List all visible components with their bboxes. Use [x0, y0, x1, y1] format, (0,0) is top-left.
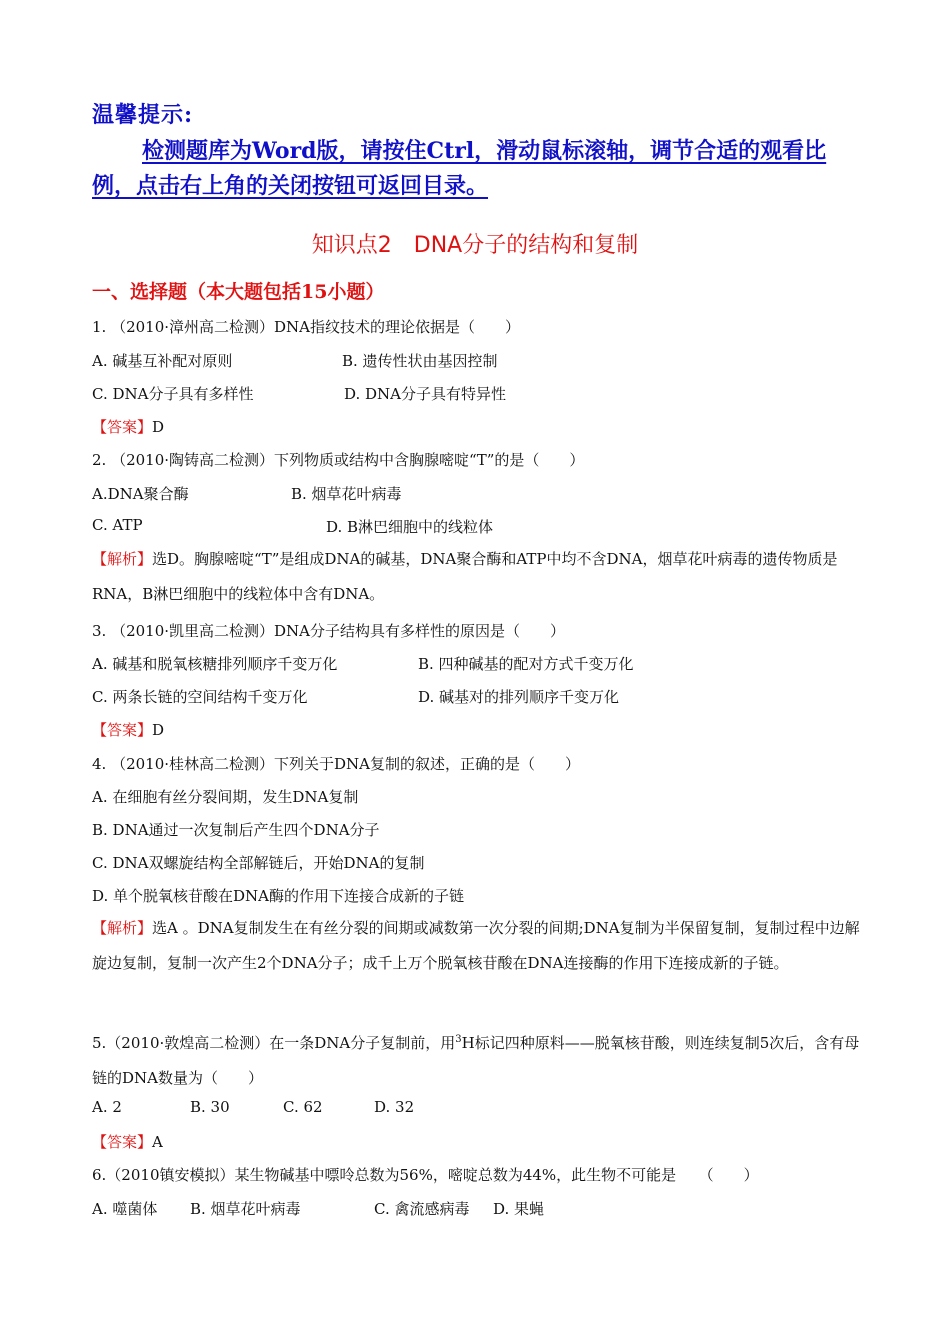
question-4-option-b: B. DNA通过一次复制后产生四个DNA分子 — [92, 821, 380, 839]
superscript: 3 — [455, 1034, 462, 1045]
answer-tag: 【答案】 — [92, 418, 153, 436]
question-4-option-a: A. 在细胞有丝分裂间期，发生DNA复制 — [92, 788, 359, 806]
tip-heading: 温馨提示: — [92, 102, 194, 128]
question-1-answer — [92, 416, 164, 437]
question-2-option-d: D. B淋巴细胞中的线粒体 — [326, 518, 494, 536]
question-6-option-a: A. 噬菌体 — [92, 1200, 158, 1218]
question-2-option-a: A.DNA聚合酶 — [92, 485, 189, 503]
question-5-option-d: D. 32 — [374, 1098, 415, 1116]
page-title: 知识点2 DNA分子的结构和复制 — [311, 233, 639, 258]
answer-tag: 【答案】 — [92, 721, 153, 739]
explanation-text: 选A 。DNA复制发生在有丝分裂的间期或减数第一次分裂的间期;DNA复制为半保留复制，复制过程中边解旋边复制，复制一次产生2个DNA分子；成千上万个脱氧核苷酸在DNA连接酶的作用下连接成新的子链。 — [92, 919, 860, 972]
stem-text: 5.（2010·敦煌高二检测）在一条DNA分子复制前，用 — [92, 1034, 456, 1052]
answer-text: A — [152, 1133, 163, 1151]
answer-tag: 【答案】 — [92, 1133, 153, 1151]
question-3-option-a: A. 碱基和脱氧核糖排列顺序千变万化 — [92, 655, 338, 673]
question-1-option-c: C. DNA分子具有多样性 — [92, 385, 254, 403]
question-3-option-b: B. 四种碱基的配对方式千变万化 — [418, 655, 634, 673]
section-heading: 一、选择题（本大题包括15小题） — [92, 281, 385, 303]
question-3-stem: 3. （2010·凯里高二检测）DNA分子结构具有多样性的原因是（ ） — [92, 622, 566, 640]
question-2-option-b: B. 烟草花叶病毒 — [291, 485, 402, 503]
explanation-tag: 【解析】 — [92, 550, 153, 568]
question-4-option-d: D. 单个脱氧核苷酸在DNA酶的作用下连接合成新的子链 — [92, 887, 465, 905]
question-2-explanation — [92, 542, 862, 612]
question-5-answer — [92, 1131, 163, 1152]
question-1-option-b: B. 遗传性状由基因控制 — [342, 352, 498, 370]
question-2-option-c: C. ATP — [92, 516, 143, 534]
explanation-text: 选D。胸腺嘧啶“T”是组成DNA的碱基，DNA聚合酶和ATP中均不含DNA，烟草花叶病毒的遗传物质是RNA，B淋巴细胞中的线粒体中含有DNA。 — [92, 550, 838, 603]
question-6-stem: 6.（2010镇安模拟）某生物碱基中嘌呤总数为56%，嘧啶总数为44%，此生物不可能是 （ ） — [92, 1166, 759, 1184]
question-5-stem — [92, 1022, 862, 1096]
question-4-explanation — [92, 911, 862, 981]
question-1-stem: 1. （2010·漳州高二检测）DNA指纹技术的理论依据是（ ） — [92, 318, 521, 336]
question-1-option-a: A. 碱基互补配对原则 — [92, 352, 233, 370]
question-6-option-b: B. 烟草花叶病毒 — [190, 1200, 301, 1218]
question-3-option-d: D. 碱基对的排列顺序千变万化 — [418, 688, 620, 706]
answer-text: D — [152, 418, 165, 436]
tip-body: 检测题库为Word版，请按住Ctrl，滑动鼠标滚轴，调节合适的观看比例，点击右上角的关闭按钮可返回目录。 — [92, 138, 827, 199]
question-6-option-c: C. 禽流感病毒 — [374, 1200, 470, 1218]
question-4-option-c: C. DNA双螺旋结构全部解链后，开始DNA的复制 — [92, 854, 425, 872]
question-5-option-c: C. 62 — [283, 1098, 323, 1116]
stem-text: H标记四种原料——脱氧核苷酸，则连续复制5次后，含有母链的DNA数量为（ ） — [92, 1034, 860, 1087]
question-4-stem: 4. （2010·桂林高二检测）下列关于DNA复制的叙述，正确的是（ ） — [92, 755, 581, 773]
question-5-option-b: B. 30 — [190, 1098, 230, 1116]
explanation-tag: 【解析】 — [92, 919, 153, 937]
answer-text: D — [152, 721, 165, 739]
question-3-answer — [92, 719, 164, 740]
question-1-option-d: D. DNA分子具有特异性 — [344, 385, 507, 403]
question-3-option-c: C. 两条长链的空间结构千变万化 — [92, 688, 308, 706]
question-2-stem: 2. （2010·陶铸高二检测）下列物质或结构中含胸腺嘧啶“T”的是（ ） — [92, 451, 585, 469]
question-5-option-a: A. 2 — [92, 1098, 122, 1116]
question-6-option-d: D. 果蝇 — [493, 1200, 545, 1218]
